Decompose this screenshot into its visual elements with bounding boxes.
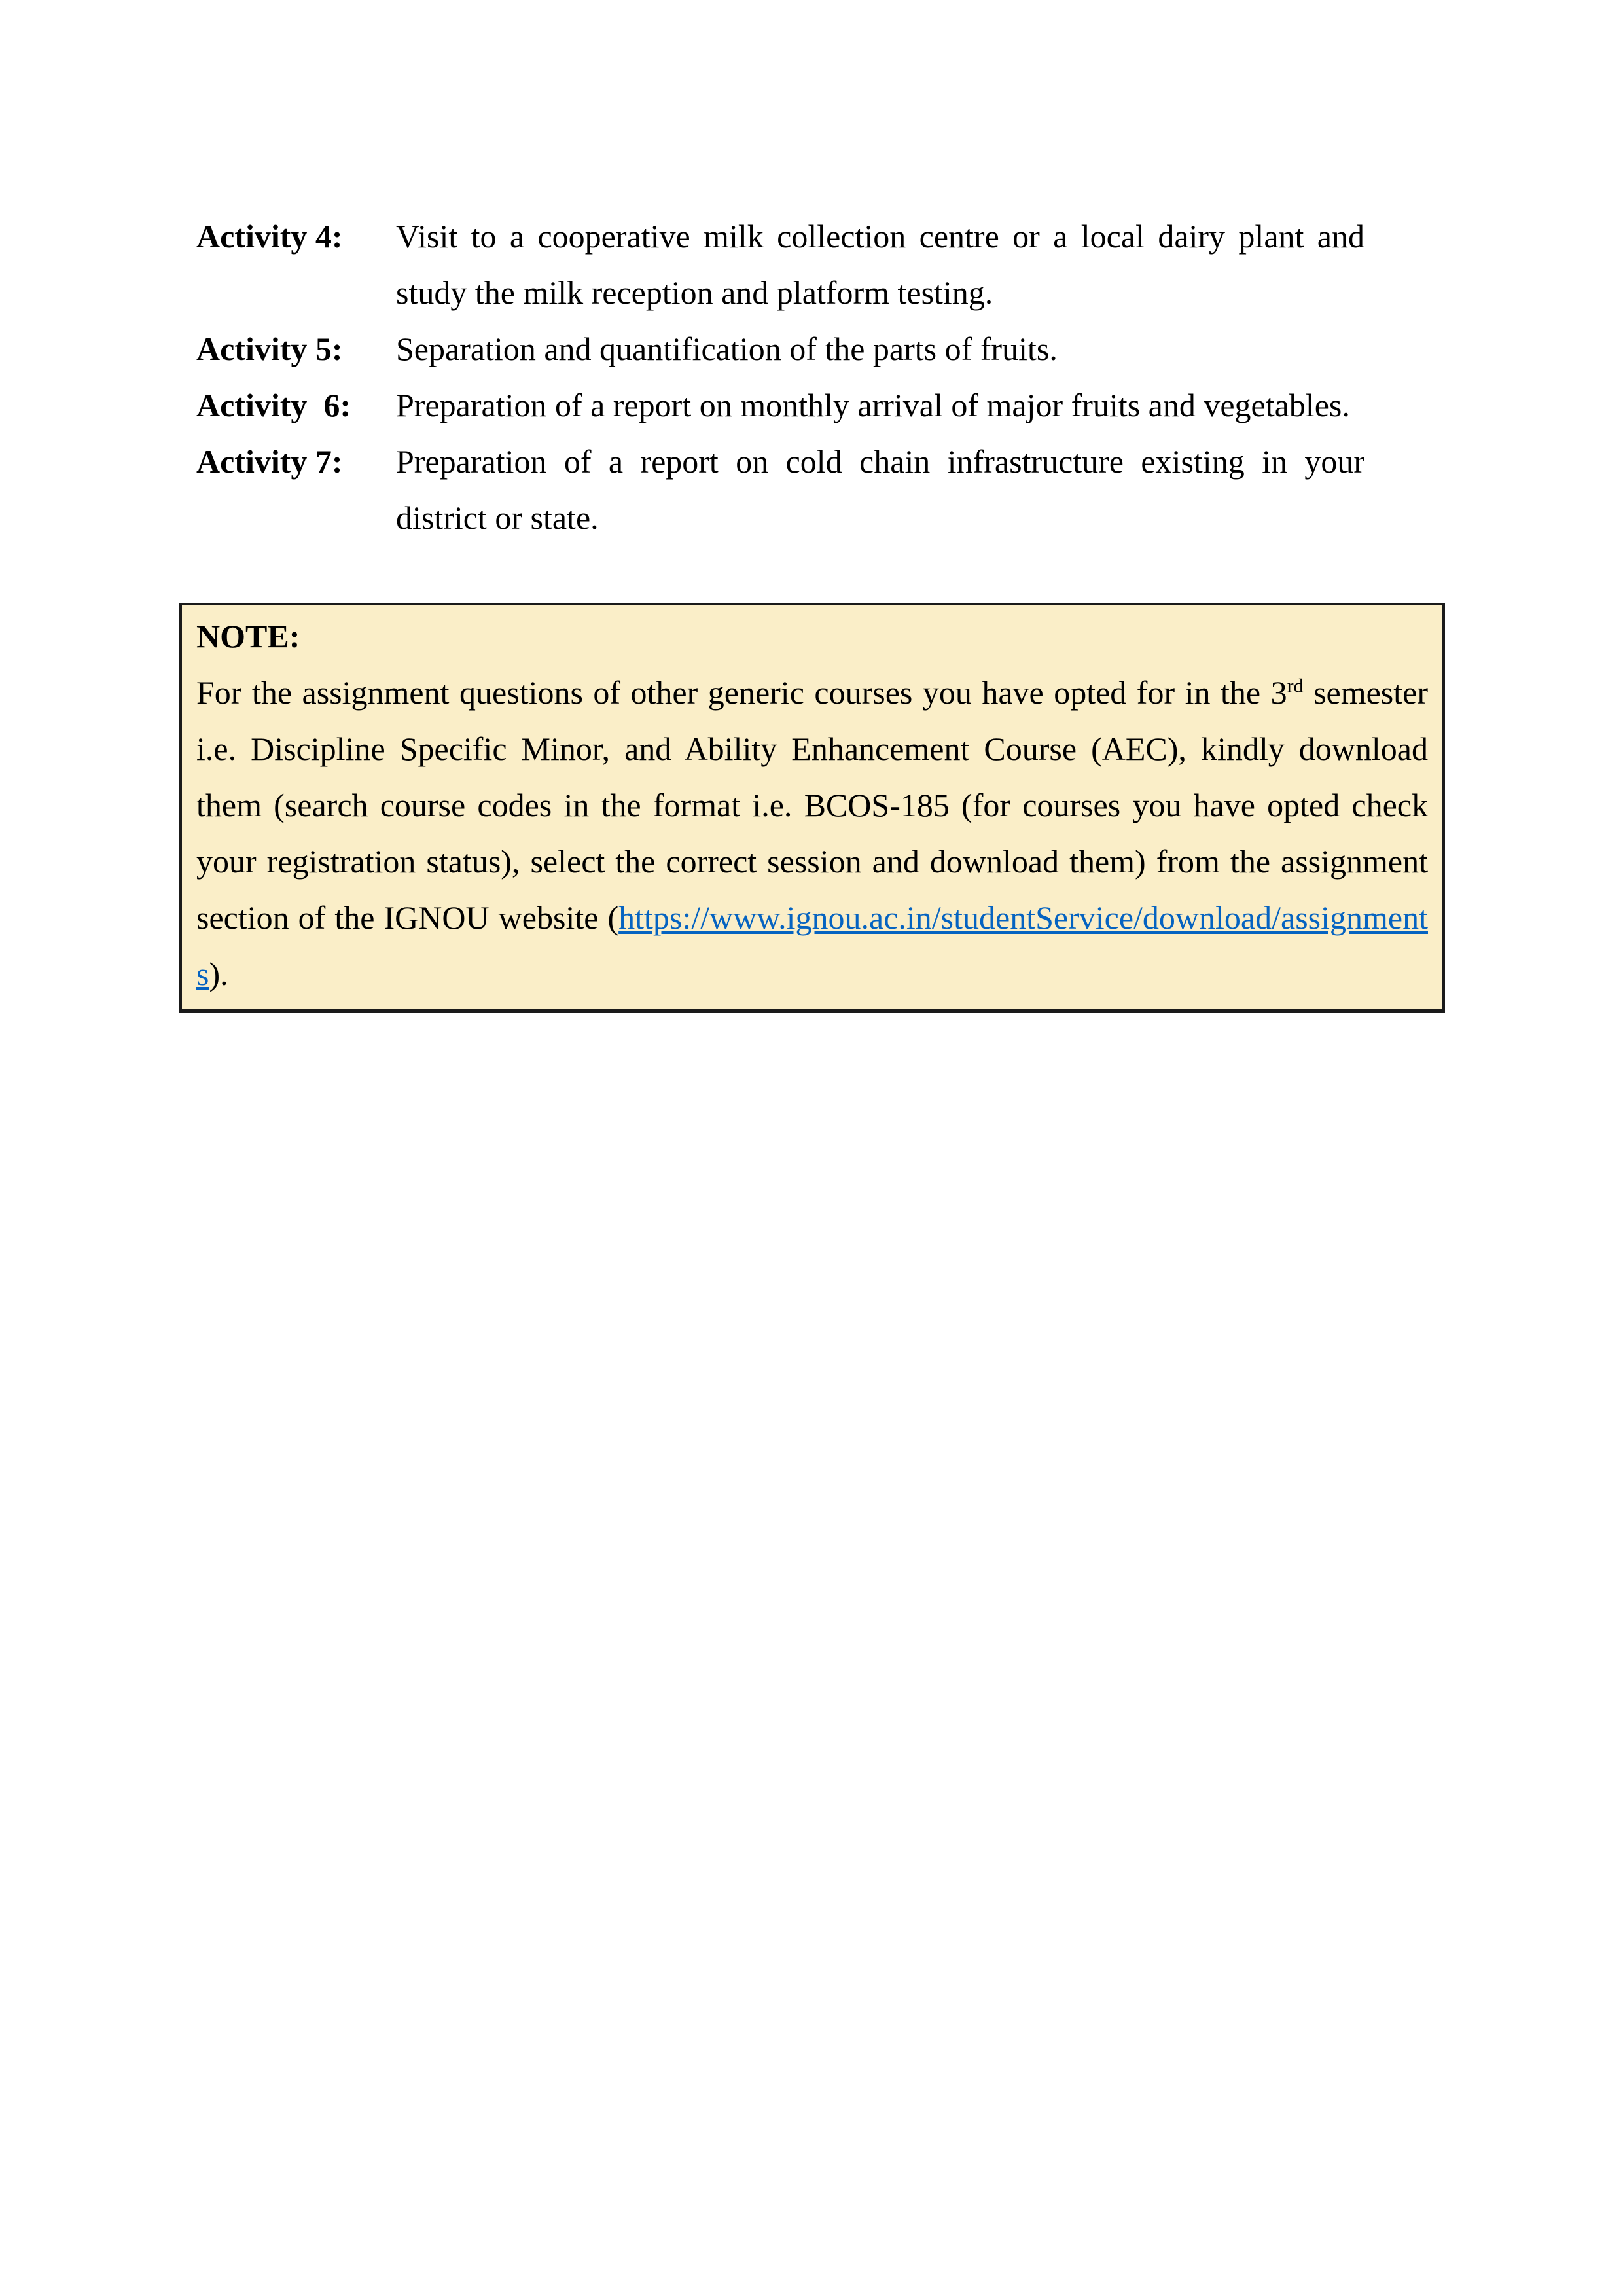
- activity-row-7: [196, 433, 1364, 546]
- note-body: [196, 664, 1428, 1002]
- activity-7-label: Activity 7:: [196, 443, 343, 480]
- note-text-after-superscript: semester i.e. Discipline Specific Minor, and Ability Enhancement Course (AEC), kindly download them (search course codes in the format i.e. BCOS-185 (for courses you have opted check your registration status), select the correct session and download them) from the assignment section of the IGNOU website (: [196, 674, 1429, 936]
- activity-row-5: [196, 321, 1364, 377]
- note-text-after-link: ).: [209, 956, 228, 992]
- ordinal-superscript: rd: [1287, 675, 1304, 697]
- activity-6-description: Preparation of a report on monthly arrival of major fruits and vegetables.: [396, 387, 1350, 423]
- assignments-download-link[interactable]: https://www.ignou.ac.in/studentService/download/assignments: [196, 899, 1428, 992]
- note-heading: NOTE:: [196, 618, 300, 655]
- activity-4-label: Activity 4:: [196, 218, 343, 255]
- activity-list: [196, 208, 1364, 546]
- note-box: [179, 603, 1445, 1013]
- activity-row-6: [196, 377, 1364, 433]
- activity-4-description: Visit to a cooperative milk collection centre or a local dairy plant and study the milk reception and platform testing.: [396, 218, 1364, 311]
- activity-7-description: Preparation of a report on cold chain infrastructure existing in your district or state.: [396, 443, 1364, 536]
- note-text-before-superscript: For the assignment questions of other generic courses you have opted for in the 3: [196, 674, 1287, 711]
- activity-5-label: Activity 5:: [196, 331, 343, 367]
- activity-6-label: Activity 6:: [196, 387, 351, 423]
- activity-row-4: [196, 208, 1364, 321]
- activity-5-description: Separation and quantification of the parts of fruits.: [396, 331, 1058, 367]
